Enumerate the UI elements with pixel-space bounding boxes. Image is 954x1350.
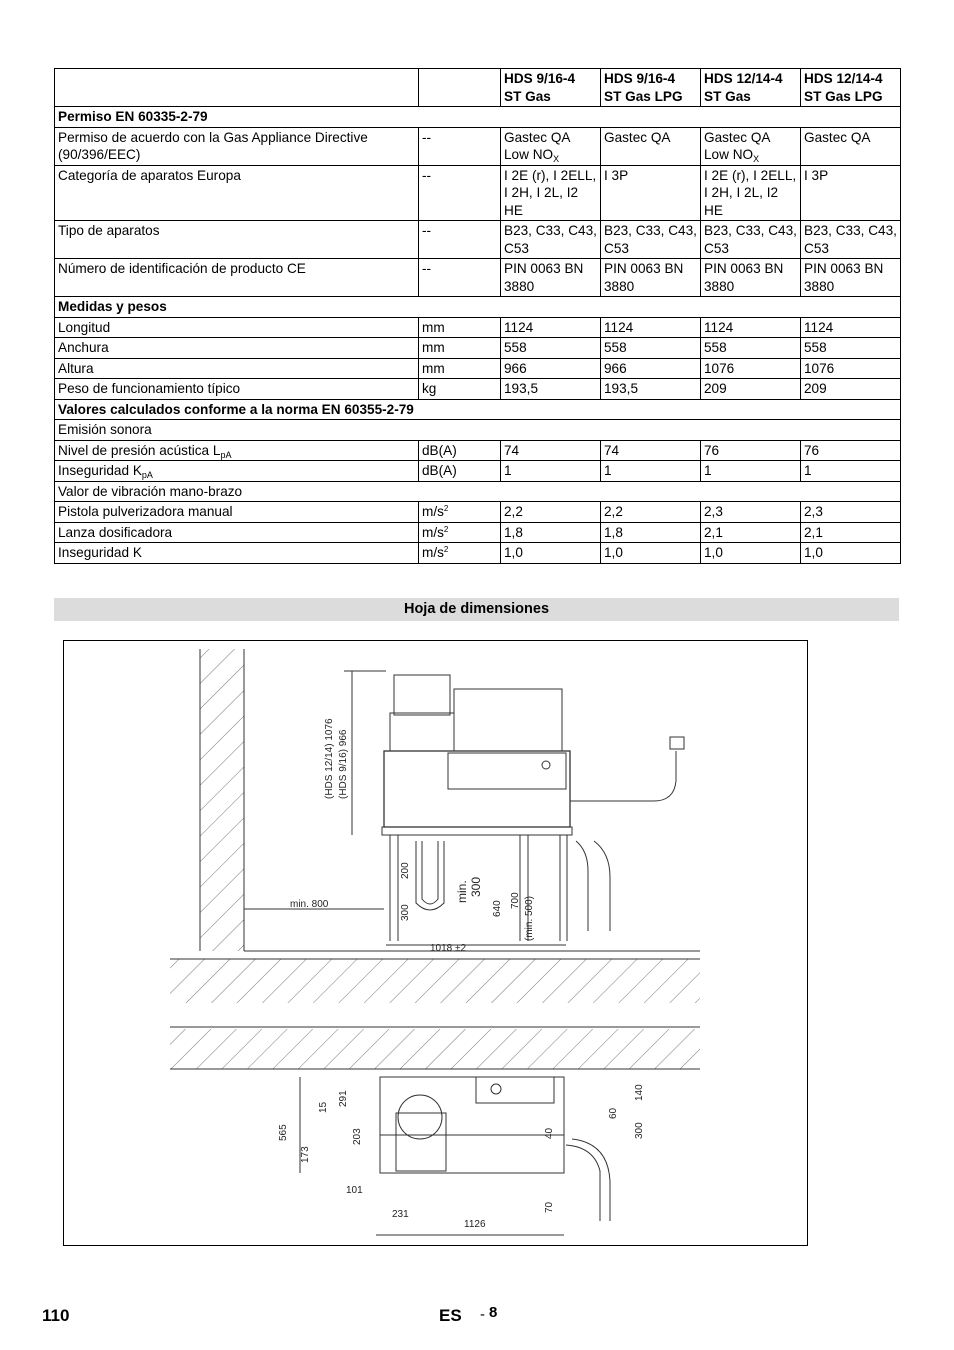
- row-label: Longitud: [55, 317, 419, 338]
- subsection-row: [55, 481, 901, 502]
- cell-model-2: PIN 0063 BN 3880: [601, 259, 701, 297]
- coil-pipe-2: [416, 841, 444, 910]
- dim-60: 60: [608, 1107, 619, 1119]
- main-switch-icon: [542, 761, 550, 769]
- cell-model-3: 209: [701, 379, 801, 400]
- dimension-drawing-svg: [64, 641, 807, 1245]
- dim-700: 700: [510, 892, 521, 909]
- exhaust-box: [394, 675, 450, 715]
- dim-231: 231: [392, 1209, 409, 1220]
- dim-height-1076: (HDS 12/14) 1076: [324, 718, 335, 799]
- row-unit: mm: [419, 358, 501, 379]
- table-row: [55, 259, 901, 297]
- header-unit: [419, 69, 501, 107]
- dimension-drawing: [63, 640, 808, 1246]
- control-panel: [448, 753, 566, 789]
- cell-model-1: I 2E (r), I 2ELL, I 2H, I 2L, I2 HE: [501, 165, 601, 221]
- model-2-line-2: ST Gas LPG: [604, 88, 683, 104]
- coil-pipe-1: [422, 841, 438, 904]
- row-unit: [419, 502, 501, 523]
- hose-1: [576, 841, 588, 931]
- cell-model-4: 209: [801, 379, 901, 400]
- hose-top-2: [572, 1139, 610, 1221]
- burner-housing: [454, 689, 562, 751]
- header-model-4: [801, 69, 901, 107]
- cell-model-4: I 3P: [801, 165, 901, 221]
- cell-model-3: 1,0: [701, 543, 801, 564]
- dim-min-800: min. 800: [290, 899, 329, 910]
- header-model-2: [601, 69, 701, 107]
- row-label: Altura: [55, 358, 419, 379]
- cell-model-2: 74: [601, 440, 701, 461]
- cell-model-4: PIN 0063 BN 3880: [801, 259, 901, 297]
- cell-model-1: 966: [501, 358, 601, 379]
- cell-model-4: 1,0: [801, 543, 901, 564]
- table-row: [55, 522, 901, 543]
- cell-model-4: Gastec QA: [801, 127, 901, 165]
- row-unit: mm: [419, 317, 501, 338]
- model-1-line-1: HDS 9/16-4: [504, 71, 576, 86]
- table-row: [55, 221, 901, 259]
- cell-model-1: 1,0: [501, 543, 601, 564]
- cell-model-4: B23, C33, C43, C53: [801, 221, 901, 259]
- dim-40: 40: [544, 1127, 555, 1139]
- row-label: Lanza dosificadora: [55, 522, 419, 543]
- cell-model-3: 2,3: [701, 502, 801, 523]
- burner-top-view: [476, 1077, 554, 1103]
- cell-model-2: I 3P: [601, 165, 701, 221]
- cell-model-1: B23, C33, C43, C53: [501, 221, 601, 259]
- table-row: [55, 317, 901, 338]
- cell-model-1: 193,5: [501, 379, 601, 400]
- table-row: [55, 440, 901, 461]
- cell-model-1: 1124: [501, 317, 601, 338]
- table-row: [55, 379, 901, 400]
- row-unit: dB(A): [419, 461, 501, 482]
- row-label: Permiso de acuerdo con la Gas Appliance Directive (90/396/EEC): [55, 127, 419, 165]
- unit-superscript: 2: [443, 504, 449, 513]
- cell-model-3: 1: [701, 461, 801, 482]
- section-title-medidas: Medidas y pesos: [55, 297, 901, 318]
- header-empty: [55, 69, 419, 107]
- dim-min-300-label: min.: [455, 880, 469, 903]
- section-row: [55, 399, 901, 420]
- cell-model-2: 1,0: [601, 543, 701, 564]
- dim-640: 640: [492, 900, 503, 917]
- cell-model-2: 193,5: [601, 379, 701, 400]
- model-3-line-2: ST Gas: [704, 88, 751, 104]
- table-row: [55, 338, 901, 359]
- cell-model-2: B23, C33, C43, C53: [601, 221, 701, 259]
- row-unit: mm: [419, 338, 501, 359]
- cell-model-2: 558: [601, 338, 701, 359]
- row-unit: --: [419, 165, 501, 221]
- cell-model-3: [701, 127, 801, 165]
- label-text: Nivel de presión acústica L: [58, 442, 221, 458]
- cell-model-1: 1,8: [501, 522, 601, 543]
- row-unit: --: [419, 221, 501, 259]
- table-header-row: [55, 69, 901, 107]
- power-socket: [670, 737, 684, 749]
- wall-hatch: [200, 649, 244, 951]
- cell-model-2: Gastec QA: [601, 127, 701, 165]
- top-housing: [390, 713, 454, 751]
- cell-model-1: 558: [501, 338, 601, 359]
- machine-base-top-view: [380, 1135, 564, 1173]
- page-dash: -: [480, 1306, 485, 1323]
- dim-200: 200: [400, 862, 411, 879]
- row-label: Pistola pulverizadora manual: [55, 502, 419, 523]
- cell-model-4: 2,3: [801, 502, 901, 523]
- dim-1018: 1018 ±2: [430, 943, 467, 954]
- cell-model-2: 1,8: [601, 522, 701, 543]
- cell-model-4: 2,1: [801, 522, 901, 543]
- unit-text: m/s: [422, 545, 444, 560]
- row-label: [55, 440, 419, 461]
- machine-top-view: [380, 1077, 564, 1135]
- cell-model-3: PIN 0063 BN 3880: [701, 259, 801, 297]
- row-unit: [419, 522, 501, 543]
- model-3-line-1: HDS 12/14-4: [704, 71, 783, 86]
- dim-565: 565: [278, 1124, 289, 1141]
- table-row: [55, 543, 901, 564]
- floor-hatch: [170, 959, 700, 1003]
- language-code: ES: [439, 1306, 462, 1325]
- section-title-valores: Valores calculados conforme a la norma EN 60355-2-79: [55, 399, 901, 420]
- model-4-line-2: ST Gas LPG: [804, 88, 883, 104]
- dim-291: 291: [338, 1090, 349, 1107]
- row-label: Anchura: [55, 338, 419, 359]
- subsection-row: [55, 420, 901, 441]
- label-subscript: pA: [141, 470, 153, 480]
- dim-140: 140: [634, 1084, 645, 1101]
- cell-model-4: 558: [801, 338, 901, 359]
- row-unit: kg: [419, 379, 501, 400]
- header-model-3: [701, 69, 801, 107]
- power-cable: [570, 751, 676, 801]
- ceiling-hatch: [170, 1029, 700, 1069]
- label-subscript: pA: [220, 449, 232, 460]
- cell-model-2: 966: [601, 358, 701, 379]
- cell-model-2: 1124: [601, 317, 701, 338]
- dim-173: 173: [300, 1146, 311, 1163]
- cell-model-3: I 2E (r), I 2ELL, I 2H, I 2L, I2 HE: [701, 165, 801, 221]
- unit-superscript: 2: [443, 524, 449, 534]
- cell-model-4: 76: [801, 440, 901, 461]
- cell-model-1: 74: [501, 440, 601, 461]
- cell-model-3: 558: [701, 338, 801, 359]
- cell-model-3: 1124: [701, 317, 801, 338]
- header-model-1: [501, 69, 601, 107]
- model-1-line-2: ST Gas: [504, 88, 551, 104]
- hose-top-1: [566, 1145, 600, 1221]
- cell-model-1: 2,2: [501, 502, 601, 523]
- table-row: [55, 165, 901, 221]
- machine-base: [382, 827, 572, 835]
- section-page-number: 8: [489, 1304, 498, 1321]
- cell-model-3: B23, C33, C43, C53: [701, 221, 801, 259]
- dim-min-300-value: 300: [469, 876, 483, 897]
- row-label: Inseguridad K: [55, 543, 419, 564]
- cell-model-3: 2,1: [701, 522, 801, 543]
- cell-model-4: 1076: [801, 358, 901, 379]
- dim-70: 70: [544, 1201, 555, 1213]
- table-row: [55, 461, 901, 482]
- row-unit: --: [419, 127, 501, 165]
- section-row: [55, 297, 901, 318]
- dimension-sheet-title: Hoja de dimensiones: [54, 598, 899, 621]
- row-label: Tipo de aparatos: [55, 221, 419, 259]
- cell-text: Gastec QA Low NO: [704, 129, 770, 162]
- row-unit: --: [419, 259, 501, 297]
- cell-model-1: 1: [501, 461, 601, 482]
- dim-203: 203: [352, 1128, 363, 1145]
- burner-top-circle: [491, 1084, 501, 1094]
- model-4-line-1: HDS 12/14-4: [804, 71, 883, 86]
- cell-model-4: 1124: [801, 317, 901, 338]
- table-row: [55, 502, 901, 523]
- row-label: Número de identificación de producto CE: [55, 259, 419, 297]
- unit-text: m/s: [422, 504, 444, 519]
- row-unit: dB(A): [419, 440, 501, 461]
- tank-top-view: [396, 1113, 446, 1171]
- cell-model-4: 1: [801, 461, 901, 482]
- cell-model-1: [501, 127, 601, 165]
- subsection-vibracion: Valor de vibración mano-brazo: [55, 481, 901, 502]
- cell-model-1: PIN 0063 BN 3880: [501, 259, 601, 297]
- row-label: Peso de funcionamiento típico: [55, 379, 419, 400]
- dim-300-bottom: 300: [634, 1122, 645, 1139]
- technical-data-table: [54, 68, 901, 564]
- hose-2: [594, 841, 610, 931]
- fan-top-view: [398, 1095, 442, 1139]
- cell-text: Gastec QA Low NO: [504, 129, 570, 162]
- cell-model-3: 76: [701, 440, 801, 461]
- subsection-emision: Emisión sonora: [55, 420, 901, 441]
- row-label: Categoría de aparatos Europa: [55, 165, 419, 221]
- row-label: [55, 461, 419, 482]
- cell-subscript: X: [753, 154, 760, 164]
- row-unit: [419, 543, 501, 564]
- table-row: [55, 358, 901, 379]
- unit-superscript: 2: [443, 545, 449, 554]
- dim-1126: 1126: [464, 1219, 486, 1230]
- section-title-permiso: Permiso EN 60335-2-79: [55, 107, 901, 128]
- dim-height-966: (HDS 9/16) 966: [338, 729, 349, 799]
- section-row: [55, 107, 901, 128]
- cell-subscript: X: [553, 154, 560, 164]
- cell-model-2: 2,2: [601, 502, 701, 523]
- page-number: 110: [42, 1306, 70, 1325]
- label-text: Inseguridad K: [58, 463, 142, 478]
- model-2-line-1: HDS 9/16-4: [604, 71, 676, 86]
- dim-15: 15: [318, 1101, 329, 1113]
- cell-model-2: 1: [601, 461, 701, 482]
- table-row: [55, 127, 901, 165]
- dim-300: 300: [400, 904, 411, 921]
- cell-model-3: 1076: [701, 358, 801, 379]
- dim-min-500: (min. 500): [524, 895, 535, 941]
- dim-101: 101: [346, 1185, 363, 1196]
- unit-text: m/s: [422, 524, 444, 540]
